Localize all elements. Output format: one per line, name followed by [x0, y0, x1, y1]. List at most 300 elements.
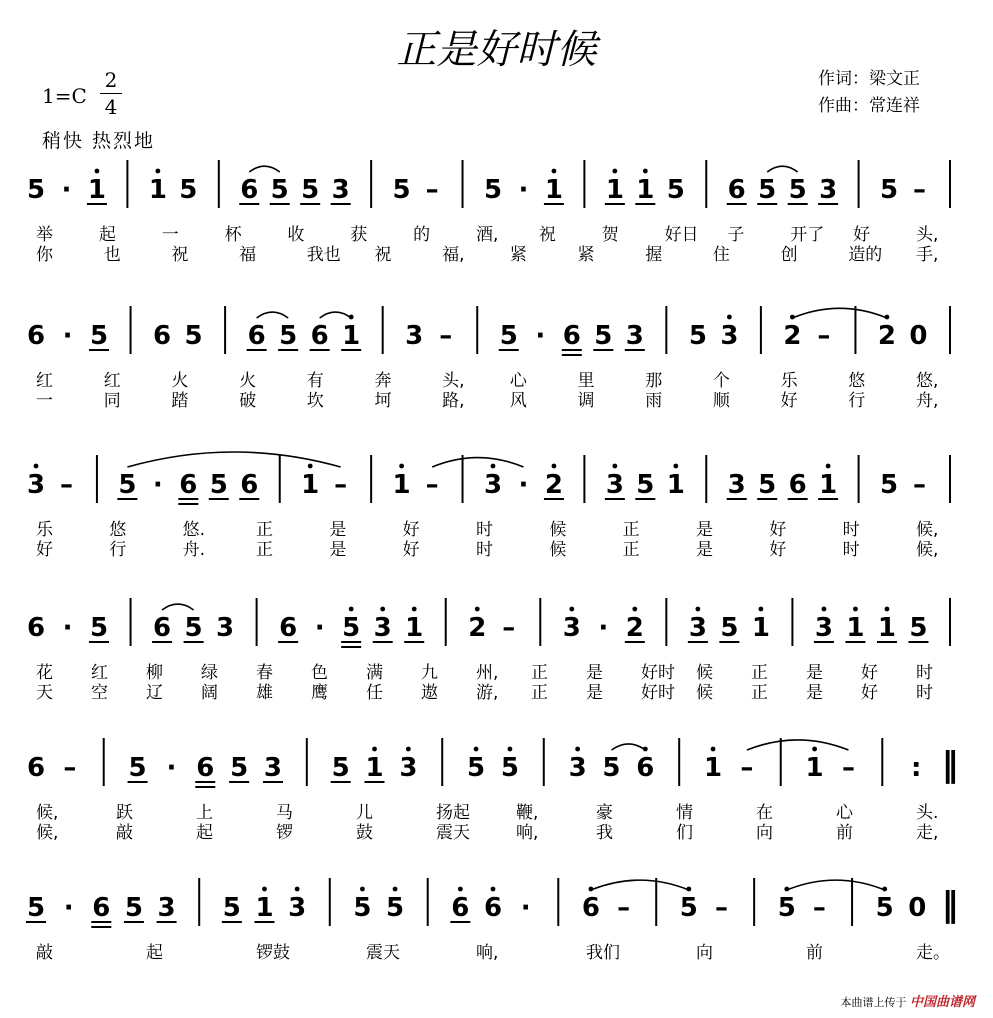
slur	[432, 458, 523, 467]
lyric-word: 坷	[374, 391, 392, 411]
lyricist: 作词：梁文正	[818, 69, 920, 89]
lyric-word: 花	[36, 663, 53, 683]
lyric-word: 同	[103, 391, 121, 411]
lyric-word: 你	[36, 245, 53, 265]
lyric-word: 天	[36, 683, 53, 703]
note: 6	[788, 470, 807, 500]
note: 0	[908, 893, 927, 923]
lyric-word: 里	[577, 371, 595, 391]
note: 3	[157, 893, 176, 923]
lyric-line	[0, 366, 993, 391]
octave-dot	[412, 607, 417, 612]
note: 1	[666, 470, 685, 500]
dash-mark: –	[334, 470, 348, 500]
notation-line	[0, 296, 993, 366]
octave-dot	[632, 607, 637, 612]
octave-dot	[643, 169, 648, 174]
lyric-line	[0, 220, 993, 245]
note: 5	[89, 321, 109, 351]
lyric-word: 候,	[916, 520, 939, 540]
note: 6	[26, 321, 46, 351]
lyric-word: 时	[842, 520, 860, 540]
lyric-word: 起	[98, 225, 116, 245]
lyric-word: 好	[861, 663, 878, 683]
lyric-word: 贺	[601, 225, 619, 245]
note: 5	[909, 613, 928, 643]
note: 6	[483, 893, 503, 923]
lyric-word: 前	[836, 823, 853, 843]
lyric-word: 正	[751, 663, 768, 683]
note: 3	[399, 753, 418, 783]
lyric-word: 跃	[116, 803, 133, 823]
note: 6	[310, 321, 329, 351]
note: 1	[636, 175, 655, 205]
lyric-word: 好日	[664, 225, 699, 245]
lyric-word: 豪	[596, 803, 613, 823]
note: 1	[819, 470, 838, 500]
lyric-word: 们	[676, 823, 693, 843]
note: 6	[179, 470, 198, 500]
time-signature	[100, 68, 122, 119]
lyric-word: 舟,	[916, 391, 939, 411]
lyric-line	[0, 678, 993, 703]
lyric-line	[0, 240, 993, 265]
lyric-word: 候,	[36, 803, 59, 823]
note: 5	[688, 321, 707, 351]
lyric-word: 正	[256, 520, 273, 540]
dash-mark: –	[740, 753, 754, 783]
note: 1	[877, 613, 897, 643]
note: 5	[720, 613, 739, 643]
note: 3	[605, 470, 624, 500]
lyric-word: 在	[756, 803, 773, 823]
note: 3	[26, 470, 46, 500]
dot-mark: ·	[520, 893, 531, 923]
note: 5	[279, 321, 298, 351]
lyric-word: 好	[769, 540, 787, 560]
time-signature-line	[100, 93, 122, 94]
lyric-line	[0, 386, 993, 411]
note: 3	[331, 175, 350, 205]
octave-dot	[399, 464, 404, 469]
note: 2	[468, 613, 487, 643]
credits	[818, 66, 920, 120]
dash-mark: –	[817, 321, 831, 351]
staff-system	[0, 588, 993, 738]
lyric-word: 手,	[916, 245, 939, 265]
staff-system	[0, 728, 993, 878]
lyric-word: 路,	[442, 391, 465, 411]
lyric-word: 雄	[256, 683, 273, 703]
lyric-word: 绿	[201, 663, 218, 683]
note: 5	[594, 321, 613, 351]
octave-dot	[360, 887, 365, 892]
octave-dot	[393, 887, 398, 892]
octave-dot	[372, 747, 377, 752]
note: 5	[331, 753, 350, 783]
lyric-word: 走,	[916, 823, 939, 843]
note: 6	[153, 613, 172, 643]
note: 6	[153, 321, 172, 351]
octave-dot	[575, 747, 580, 752]
lyric-word: 乐	[36, 520, 53, 540]
dot-mark: ·	[598, 613, 609, 643]
lyric-word: 柳	[146, 663, 163, 683]
slur	[787, 880, 885, 890]
note: 5	[880, 175, 899, 205]
lyric-word: 握	[645, 245, 663, 265]
octave-dot	[155, 169, 160, 174]
lyric-word: 火	[171, 371, 189, 391]
note: 6	[240, 470, 259, 500]
lyric-word: 鹰	[311, 683, 328, 703]
slur	[792, 308, 887, 318]
lyric-word: 头.	[916, 803, 939, 823]
slur	[257, 312, 289, 318]
dash-mark: –	[439, 321, 453, 351]
octave-dot	[812, 747, 817, 752]
slur	[162, 604, 194, 610]
lyric-word: 鞭,	[516, 803, 539, 823]
note: 6	[636, 753, 655, 783]
lyric-word: 奔	[374, 371, 392, 391]
lyric-word: 红	[36, 371, 53, 391]
note: 1	[87, 175, 106, 205]
key-signature: 1=C	[42, 84, 87, 108]
lyric-word: 酒,	[476, 225, 499, 245]
lyric-word: 正	[622, 540, 640, 560]
lyric-line	[0, 798, 993, 823]
note: 5	[270, 175, 289, 205]
lyric-word: 祝	[374, 245, 392, 265]
dot-mark: ·	[62, 613, 73, 643]
note: 1	[605, 175, 624, 205]
lyric-word: 获	[350, 225, 368, 245]
note: 5	[124, 893, 143, 923]
dot-mark: ·	[152, 470, 163, 500]
note: 5	[342, 613, 361, 643]
note: 5	[301, 175, 320, 205]
lyric-word: 乐	[780, 371, 798, 391]
lyric-word: 空	[91, 683, 108, 703]
note: 3	[568, 753, 587, 783]
note: 1	[255, 893, 274, 923]
lyric-word: 子	[727, 225, 745, 245]
lyric-word: 起	[146, 943, 163, 963]
note: 3	[720, 321, 739, 351]
note: 6	[247, 321, 266, 351]
note: 1	[544, 175, 563, 205]
lyric-line	[0, 515, 993, 540]
octave-dot	[95, 169, 100, 174]
lyric-word: 震天	[436, 823, 470, 843]
lyric-word: 震天	[366, 943, 400, 963]
dot-mark: ·	[518, 175, 529, 205]
lyric-word: 是	[806, 683, 823, 703]
notation-line	[0, 728, 993, 798]
lyric-word: 扬起	[436, 803, 470, 823]
lyric-word: 福	[239, 245, 257, 265]
note: 6	[581, 893, 600, 923]
lyric-word: 九	[421, 663, 438, 683]
lyric-word: 踏	[171, 391, 189, 411]
lyric-word: 开了	[790, 225, 825, 245]
lyric-word: 造的	[848, 245, 883, 265]
lyric-word: 个	[712, 371, 730, 391]
note: 5	[392, 175, 411, 205]
octave-dot	[458, 887, 463, 892]
lyric-word: 一	[161, 225, 179, 245]
note: 3	[562, 613, 581, 643]
note: 5	[89, 613, 109, 643]
note: 5	[636, 470, 655, 500]
dash-mark: –	[841, 753, 855, 783]
note: 6	[451, 893, 470, 923]
note: 1	[703, 753, 723, 783]
lyric-word: 行	[109, 540, 127, 560]
lyric-word: 悠	[848, 371, 866, 391]
note: 6	[26, 613, 46, 643]
octave-dot	[727, 315, 732, 320]
song-title: 正是好时候	[396, 27, 597, 73]
lyric-word: 响,	[476, 943, 499, 963]
repeat-barline: :	[910, 753, 922, 783]
octave-dot	[349, 607, 354, 612]
octave-dot	[474, 747, 479, 752]
lyric-word: 候	[549, 520, 567, 540]
lyric-word: 正	[531, 663, 548, 683]
slur	[320, 312, 352, 318]
note: 3	[216, 613, 235, 643]
lyric-line	[0, 535, 993, 560]
lyric-word: 前	[806, 943, 823, 963]
slur	[249, 166, 279, 172]
lyric-word: 向	[696, 943, 713, 963]
lyric-word: 头,	[916, 225, 939, 245]
note: 5	[179, 175, 198, 205]
note: 5	[788, 175, 807, 205]
octave-dot	[569, 607, 574, 612]
lyric-word: 是	[586, 683, 603, 703]
note: 6	[727, 175, 746, 205]
lyric-word: 情	[676, 803, 693, 823]
lyric-word: 好	[780, 391, 798, 411]
repeat-barline: ‖	[941, 885, 959, 925]
note: 3	[373, 613, 392, 643]
slur	[767, 166, 797, 172]
octave-dot	[695, 607, 700, 612]
dash-mark: –	[812, 893, 826, 923]
note: 5	[483, 175, 503, 205]
tempo-marking: 稍快 热烈地	[42, 130, 156, 152]
note: 1	[365, 753, 384, 783]
composer: 作曲：常连祥	[818, 96, 920, 116]
note: 5	[230, 753, 249, 783]
dash-mark: –	[913, 175, 927, 205]
lyric-word: 风	[509, 391, 527, 411]
staff-system	[0, 296, 993, 446]
lyric-word: 杯	[224, 225, 242, 245]
lyric-word: 儿	[356, 803, 373, 823]
note: 1	[846, 613, 865, 643]
octave-dot	[822, 607, 827, 612]
lyric-word: 舟.	[182, 540, 206, 560]
lyric-word: 坎	[306, 391, 324, 411]
lyric-word: 正	[256, 540, 273, 560]
octave-dot	[491, 887, 496, 892]
lyric-word: 紧	[577, 245, 595, 265]
dot-mark: ·	[535, 321, 546, 351]
note: 1	[392, 470, 411, 500]
note: 3	[814, 613, 833, 643]
octave-dot	[308, 464, 313, 469]
lyric-word: 心	[509, 371, 527, 391]
note: 6	[279, 613, 298, 643]
note: 3	[727, 470, 746, 500]
lyric-word: 好时	[641, 683, 675, 703]
lyric-word: 创	[780, 245, 798, 265]
lyric-word: 那	[645, 371, 663, 391]
note: 1	[148, 175, 167, 205]
lyric-word: 起	[196, 823, 213, 843]
note: 5	[26, 175, 46, 205]
lyric-word: 调	[577, 391, 595, 411]
lyric-word: 是	[806, 663, 823, 683]
lyric-word: 顺	[712, 391, 730, 411]
repeat-barline: ‖	[941, 745, 959, 785]
lyric-word: 上	[196, 803, 213, 823]
dot-mark: ·	[166, 753, 177, 783]
lyric-word: 紧	[509, 245, 527, 265]
octave-dot	[552, 464, 557, 469]
lyric-word: 心	[836, 803, 853, 823]
lyric-word: 时	[842, 540, 860, 560]
octave-dot	[475, 607, 480, 612]
lyric-word: 是	[696, 520, 713, 540]
note: 5	[758, 470, 777, 500]
notation-line	[0, 150, 993, 220]
lyric-word: 我也	[306, 245, 341, 265]
note: 1	[805, 753, 824, 783]
lyric-word: 红	[103, 371, 121, 391]
lyric-word: 好时	[641, 663, 675, 683]
note: 6	[240, 175, 259, 205]
note: 5	[880, 470, 899, 500]
lyric-word: 走。	[916, 943, 950, 963]
dot-mark: ·	[314, 613, 325, 643]
lyric-word: 时	[476, 520, 493, 540]
lyric-word: 悠,	[916, 371, 939, 391]
lyric-word: 住	[712, 245, 730, 265]
note: 3	[483, 470, 503, 500]
lyric-word: 鼓	[356, 823, 373, 843]
lyric-word: 是	[329, 520, 347, 540]
slur	[747, 740, 849, 750]
footer-brand: 中国曲谱网	[909, 995, 975, 1010]
notation-line	[0, 588, 993, 658]
note: 2	[544, 470, 563, 500]
note: 5	[875, 893, 894, 923]
dot-mark: ·	[62, 321, 73, 351]
lyric-word: 我	[596, 823, 613, 843]
lyric-word: 祝	[538, 225, 556, 245]
note: 3	[263, 753, 283, 783]
lyric-word: 州,	[476, 663, 499, 683]
lyric-line	[0, 938, 993, 963]
lyric-word: 正	[751, 683, 768, 703]
note: 5	[500, 753, 519, 783]
note: 6	[196, 753, 215, 783]
lyric-word: 一	[36, 391, 53, 411]
slur	[591, 880, 689, 890]
time-signature-top: 2	[104, 68, 118, 92]
note: 5	[602, 753, 621, 783]
lyric-word: 敲	[116, 823, 133, 843]
lyric-word: 色	[311, 663, 328, 683]
lyric-word: 遨	[421, 683, 438, 703]
note: 1	[301, 470, 320, 500]
lyric-word: 候,	[916, 540, 939, 560]
note: 5	[184, 613, 203, 643]
octave-dot	[612, 464, 617, 469]
note: 5	[386, 893, 405, 923]
note: 1	[751, 613, 770, 643]
dash-mark: –	[502, 613, 516, 643]
lyric-word: 向	[756, 823, 773, 843]
lyric-word: 好	[853, 225, 871, 245]
octave-dot	[491, 464, 496, 469]
note: 3	[688, 613, 707, 643]
note: 2	[625, 613, 644, 643]
dash-mark: –	[425, 470, 439, 500]
lyric-word: 春	[256, 663, 273, 683]
octave-dot	[758, 607, 763, 612]
lyric-word: 红	[91, 663, 108, 683]
lyric-word: 阔	[201, 683, 218, 703]
note: 1	[405, 613, 424, 643]
lyric-word: 响,	[516, 823, 539, 843]
octave-dot	[262, 887, 267, 892]
lyric-word: 有	[306, 371, 324, 391]
lyric-word: 我们	[586, 943, 620, 963]
staff-system	[0, 445, 993, 595]
lyric-word: 悠.	[182, 520, 206, 540]
dot-mark: ·	[61, 175, 72, 205]
slur	[611, 744, 645, 750]
lyric-word: 候	[696, 663, 713, 683]
note: 5	[777, 893, 796, 923]
lyric-word: 头,	[442, 371, 465, 391]
note: 3	[288, 893, 307, 923]
dash-mark: –	[715, 893, 728, 923]
note: 3	[405, 321, 424, 351]
lyric-word: 举	[36, 225, 53, 245]
lyric-word: 收	[287, 225, 305, 245]
lyric-word: 也	[103, 245, 121, 265]
note: 5	[184, 321, 203, 351]
lyric-word: 好	[402, 520, 420, 540]
lyric-word: 好	[402, 540, 420, 560]
note: 5	[128, 753, 147, 783]
lyric-word: 火	[239, 371, 257, 391]
octave-dot	[34, 464, 39, 469]
footer	[840, 991, 975, 1010]
note: 5	[467, 753, 486, 783]
lyric-word: 任	[366, 683, 383, 703]
lyric-word: 满	[366, 663, 383, 683]
note: 2	[783, 321, 802, 351]
lyric-word: 时	[916, 683, 933, 703]
